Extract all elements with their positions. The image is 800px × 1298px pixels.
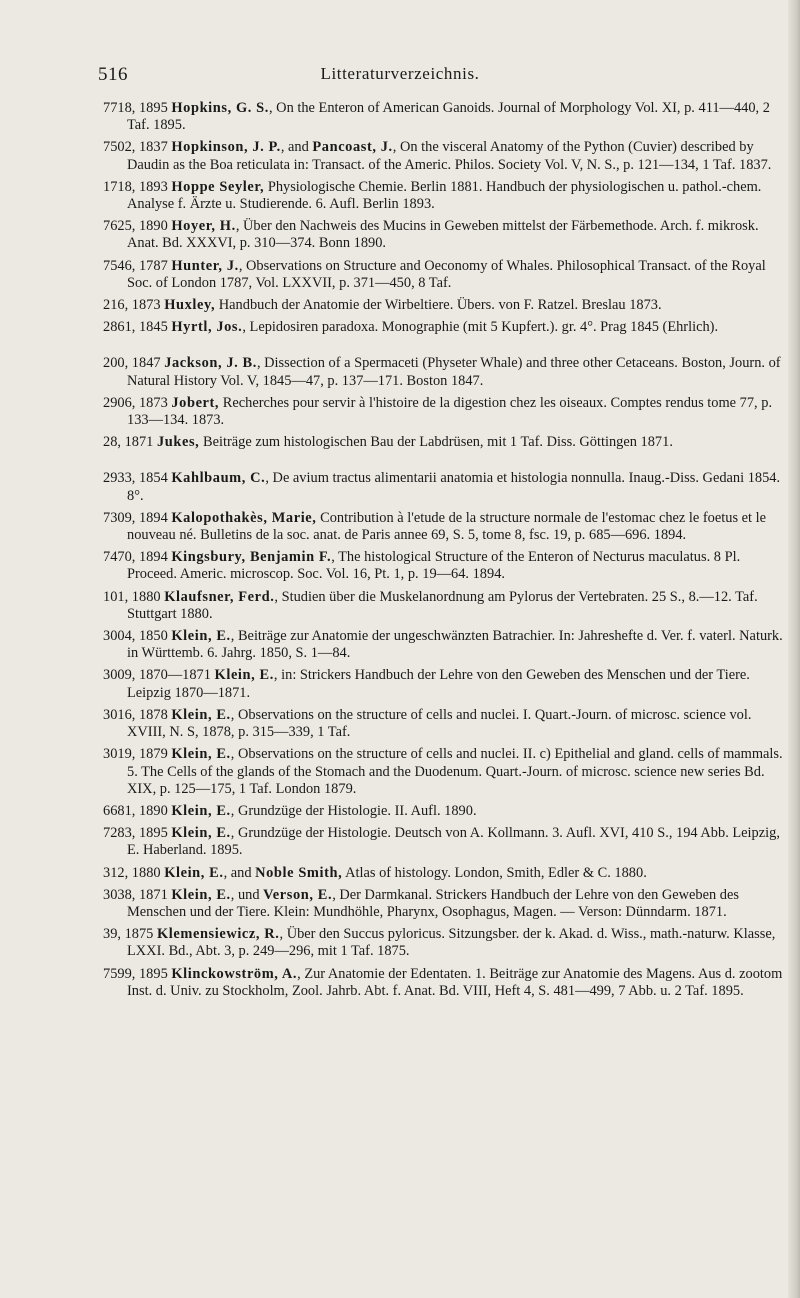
entry-text: Lepidosiren paradoxa. Monographie (mit 5 Kupfert.). gr. 4°. Prag 1845 (Ehrlich). <box>249 319 719 336</box>
bibliography-entry: 3019, 1879 Klein, E., Observations on the structure of cells and nuclei. II. c) Epithelial and gland. cells of mammals. 5. The Cells of the glands of the Stomach and the Duodenum. Quart.-Journ. of microsc. science new series Bd. XIX, p. 125—175, 1 Taf. London 1879. <box>103 746 783 797</box>
entry-author: Hunter, J. <box>171 257 239 274</box>
entry-id: 7309 <box>103 509 132 526</box>
entry-id: 2906 <box>103 394 132 411</box>
entry-text: Observations on the structure of cells and nuclei. I. Quart.-Journ. of microsc. science vol. XVIII, N. S, 1878, p. 315—339, 1 Taf. <box>127 706 752 741</box>
entry-year: 1871 <box>124 434 154 451</box>
bibliography-entry: 6681, 1890 Klein, E., Grundzüge der Histologie. II. Aufl. 1890. <box>103 802 477 819</box>
bibliography-entry: 28, 1871 Jukes, Beiträge zum histologischen Bau der Labdrüsen, mit 1 Taf. Diss. Göttingen 1871. <box>103 434 673 451</box>
page-number: 516 <box>98 64 128 85</box>
entry-text: Zur Anatomie der Edentaten. 1. Beiträge zur Anatomie des Magens. Aus d. zootom Inst. d. Univ. zu Stockholm, Zool. Jahrb. Abt. f. Anat. Bd. VIII, Heft 4, S. 481—499, 7 Abb. u. 2 Taf. 1895. <box>127 965 783 999</box>
bibliography-entry: 7625, 1890 Hoyer, H., Über den Nachweis des Mucins in Geweben mittelst der Färbemethode. Arch. f. mikrosk. Anat. Bd. XXXVI, p. 310—374. Bonn 1890. <box>103 218 759 252</box>
entry-id: 3009 <box>103 667 132 684</box>
entry-id: 216 <box>103 297 125 314</box>
bibliography-entry: 2861, 1845 Hyrtl, Jos., Lepidosiren paradoxa. Monographie (mit 5 Kupfert.). gr. 4°. Prag 1845 (Ehrlich). <box>103 319 719 336</box>
entry-id: 7283 <box>103 825 132 842</box>
entry-text: Beiträge zum histologischen Bau der Labdrüsen, mit 1 Taf. Diss. Göttingen 1871. <box>202 434 673 451</box>
bibliography-entry: 7502, 1837 Hopkinson, J. P., and Pancoast, J., On the visceral Anatomy of the Python (Cuvier) described by Daudin as the Boa reticulata in: Transact. of the Americ. Philos. Society Vol. V, N. S., p. 121—134, 1 Taf. 1837. <box>103 139 772 173</box>
bibliography-entry: 3016, 1878 Klein, E., Observations on the structure of cells and nuclei. I. Quart.-Journ. of microsc. science vol. XVIII, N. S, 1878, p. 315—339, 1 Taf. <box>103 706 752 741</box>
bibliography-entry: 7283, 1895 Klein, E., Grundzüge der Histologie. Deutsch von A. Kollmann. 3. Aufl. XVI, 410 S., 194 Abb. Leipzig, E. Haberland. 1895. <box>103 825 780 859</box>
entry-year: 1878 <box>138 706 168 723</box>
entry-year: 1879 <box>138 746 168 763</box>
entry-id: 28 <box>103 434 118 451</box>
bibliography-entry: 3009, 1870—1871 Klein, E., in: Strickers Handbuch der Lehre von den Geweben des Menschen und der Tiere. Leipzig 1870—1871. <box>103 667 750 701</box>
bibliography-entry: 101, 1880 Klaufsner, Ferd., Studien über die Muskelanordnung am Pylorus der Vertebraten. 25 S., 8.—12. Taf. Stuttgart 1880. <box>103 588 758 622</box>
entry-id: 2861 <box>103 319 132 336</box>
entry-coauthor: Verson, E. <box>263 886 333 903</box>
bibliography-entry: 216, 1873 Huxley, Handbuch der Anatomie der Wirbeltiere. Übers. von F. Ratzel. Breslau 1873. <box>103 297 662 314</box>
entry-author: Hoppe Seyler, <box>171 178 265 195</box>
entry-text: On the visceral Anatomy of the Python (Cuvier) described by Daudin as the Boa reticulata in: Transact. of the Americ. Philos. Society Vol. V, N. S., p. 121—134, 1 Taf. 1837. <box>127 139 772 173</box>
entry-text: On the Enteron of American Ganoids. Journal of Morphology Vol. XI, p. 411—440, 2 Taf. 1895. <box>127 100 770 134</box>
entry-text: Atlas of histology. London, Smith, Edler & C. 1880. <box>345 864 647 881</box>
entry-id: 6681 <box>103 802 132 819</box>
entry-author: Klein, E. <box>164 864 224 881</box>
entry-author: Klein, E. <box>214 667 274 684</box>
entry-author-joiner: , and <box>280 139 313 156</box>
entry-text: Physiologische Chemie. Berlin 1881. Handbuch der physiologischen u. pathol.-chem. Analyse f. Ärzte u. Studierende. 6. Aufl. Berlin 1893. <box>127 178 762 213</box>
entry-author: Klinckowström, A. <box>171 965 298 982</box>
entry-author-joiner: , und <box>230 886 264 903</box>
entry-text: Beiträge zur Anatomie der ungeschwänzten Batrachier. In: Jahreshefte d. Ver. f. vaterl. Naturk. in Württemb. 6. Jahrg. 1850, S. 1—84. <box>127 628 783 662</box>
entry-author: Jackson, J. B. <box>164 355 257 372</box>
entry-author: Jukes, <box>156 434 200 451</box>
entry-text: Observations on Structure and Oeconomy of Whales. Philosophical Transact. of the Royal Soc. of London 1787, Vol. LXXVII, p. 371—450, 8 Taf. <box>127 257 766 291</box>
entry-author: Kalopothakès, Marie, <box>171 509 317 526</box>
entry-text: Grundzüge der Histologie. Deutsch von A. Kollmann. 3. Aufl. XVI, 410 S., 194 Abb. Leipzig, E. Haberland. 1895. <box>127 825 780 859</box>
entry-author: Hopkins, G. S. <box>171 100 269 116</box>
entry-author: Klaufsner, Ferd. <box>164 588 275 605</box>
entry-coauthor: Pancoast, J. <box>312 139 393 156</box>
entry-id: 3019 <box>103 746 132 763</box>
entry-year: 1850 <box>138 628 168 645</box>
bibliography-entry: 1718, 1893 Hoppe Seyler, Physiologische Chemie. Berlin 1881. Handbuch der physiologischen u. pathol.-chem. Analyse f. Ärzte u. Studierende. 6. Aufl. Berlin 1893. <box>103 178 762 213</box>
bibliography-list <box>103 100 785 1005</box>
entry-year: 1845 <box>138 319 168 336</box>
entry-year: 1880 <box>131 864 161 881</box>
entry-author: Klein, E. <box>171 628 231 645</box>
entry-year: 1895 <box>138 100 168 116</box>
entry-year: 1880 <box>131 588 161 605</box>
entry-year: 1894 <box>138 549 168 566</box>
entry-year: 1837 <box>138 139 168 156</box>
bibliography-entry: 7718, 1895 Hopkins, G. S., On the Enteron of American Ganoids. Journal of Morphology Vol. XI, p. 411—440, 2 Taf. 1895. <box>103 100 770 134</box>
entry-text: Contribution à l'etude de la structure normale de l'estomac chez le foetus et le nouveau né. Bulletins de la soc. anat. de Paris annee 69, S. 5, tome 8, fsc. 19, p. 685—696. 1894. <box>127 509 767 544</box>
bibliography-entry: 3038, 1871 Klein, E., und Verson, E., Der Darmkanal. Strickers Handbuch der Lehre von den Geweben des Menschen und der Tiere. Klein: Mundhöhle, Pharynx, Osophagus, Magen. — Verson: Dünndarm. 1871. <box>103 886 739 920</box>
entry-author: Klemensiewicz, R. <box>156 926 280 943</box>
entry-id: 7470 <box>103 549 132 566</box>
entry-author: Huxley, <box>164 297 216 314</box>
entry-author: Kingsbury, Benjamin F. <box>171 549 332 566</box>
entry-text: Handbuch der Anatomie der Wirbeltiere. Übers. von F. Ratzel. Breslau 1873. <box>218 297 662 314</box>
entry-text: in: Strickers Handbuch der Lehre von den Geweben des Menschen und der Tiere. Leipzig 1870—1871. <box>127 667 750 701</box>
entry-author: Kahlbaum, C. <box>171 470 266 487</box>
entry-id: 7599 <box>103 965 132 982</box>
entry-text: Über den Succus pyloricus. Sitzungsber. der k. Akad. d. Wiss., math.-naturw. Klasse, LXXI. Bd., Abt. 3, p. 249—296, mit 1 Taf. 1875. <box>127 926 776 960</box>
bibliography-entry: 7599, 1895 Klinckowström, A., Zur Anatomie der Edentaten. 1. Beiträge zur Anatomie des Magens. Aus d. zootom Inst. d. Univ. zu Stockholm, Zool. Jahrb. Abt. f. Anat. Bd. VIII, Heft 4, S. 481—499, 7 Abb. u. 2 Taf. 1895. <box>103 965 783 999</box>
bibliography-entry: 3004, 1850 Klein, E., Beiträge zur Anatomie der ungeschwänzten Batrachier. In: Jahreshefte d. Ver. f. vaterl. Naturk. in Württemb. 6. Jahrg. 1850, S. 1—84. <box>103 628 783 662</box>
entry-id: 1718 <box>103 178 132 195</box>
entry-year: 1875 <box>124 926 154 943</box>
entry-id: 7546 <box>103 257 132 274</box>
entry-year: 1787 <box>138 257 168 274</box>
entry-author: Jobert, <box>171 394 220 411</box>
running-title: Litteraturverzeichnis. <box>320 64 480 83</box>
entry-text: Grundzüge der Histologie. II. Aufl. 1890. <box>237 802 477 819</box>
entry-id: 7625 <box>103 218 132 235</box>
entry-year: 1890 <box>138 802 168 819</box>
entry-id: 312 <box>103 864 125 881</box>
entry-text: Studien über die Muskelanordnung am Pylorus der Vertebraten. 25 S., 8.—12. Taf. Stuttgart 1880. <box>127 588 758 622</box>
entry-text: De avium tractus alimentarii anatomia et histologia nonnulla. Inaug.-Diss. Gedani 1854. 8°. <box>127 470 781 504</box>
entry-year: 1873 <box>138 394 168 411</box>
entry-author: Klein, E. <box>171 706 231 723</box>
entry-year: 1871 <box>138 886 168 903</box>
entry-year: 1873 <box>131 297 161 314</box>
entry-text: Der Darmkanal. Strickers Handbuch der Lehre von den Geweben des Menschen und der Tiere. Klein: Mundhöhle, Pharynx, Osophagus, Magen. — Verson: Dünndarm. 1871. <box>127 886 739 920</box>
entry-author-joiner: , and <box>223 864 256 881</box>
entry-text: Dissection of a Spermaceti (Physeter Whale) and three other Cetaceans. Boston, Journ. of Natural History Vol. V, 1845—47, p. 137—171. Boston 1847. <box>127 355 781 389</box>
bibliography-entry: 2933, 1854 Kahlbaum, C., De avium tractus alimentarii anatomia et histologia nonnulla. Inaug.-Diss. Gedani 1854. 8°. <box>103 470 781 504</box>
entry-author: Klein, E. <box>171 825 231 842</box>
entry-year: 1870—1871 <box>138 667 211 684</box>
entry-author: Hoyer, H. <box>171 218 236 235</box>
bibliography-entry: 312, 1880 Klein, E., and Noble Smith, Atlas of histology. London, Smith, Edler & C. 1880. <box>103 864 647 881</box>
entry-text: Über den Nachweis des Mucins in Geweben mittelst der Färbemethode. Arch. f. mikrosk. Anat. Bd. XXXVI, p. 310—374. Bonn 1890. <box>127 218 759 252</box>
bibliography-entry: 7470, 1894 Kingsbury, Benjamin F., The histological Structure of the Enteron of Necturus maculatus. 8 Pl. Proceed. Americ. microscop. Soc. Vol. 16, Pt. 1, p. 19—64. 1894. <box>103 549 741 583</box>
entry-author: Klein, E. <box>171 746 231 763</box>
entry-author: Hyrtl, Jos. <box>171 319 243 336</box>
entry-year: 1847 <box>131 355 161 372</box>
entry-id: 3016 <box>103 706 132 723</box>
entry-coauthor: Noble Smith, <box>255 864 343 881</box>
bibliography-entry: 39, 1875 Klemensiewicz, R., Über den Succus pyloricus. Sitzungsber. der k. Akad. d. Wiss., math.-naturw. Klasse, LXXI. Bd., Abt. 3, p. 249—296, mit 1 Taf. 1875. <box>103 926 776 960</box>
entry-year: 1895 <box>138 965 168 982</box>
bibliography-entry: 7309, 1894 Kalopothakès, Marie, Contribution à l'etude de la structure normale de l'estomac chez le foetus et le nouveau né. Bulletins de la soc. anat. de Paris annee 69, S. 5, tome 8, fsc. 19, p. 685—696. 1894. <box>103 509 767 544</box>
bibliography-entry: 200, 1847 Jackson, J. B., Dissection of a Spermaceti (Physeter Whale) and three other Cetaceans. Boston, Journ. of Natural History Vol. V, 1845—47, p. 137—171. Boston 1847. <box>103 355 781 389</box>
entry-id: 7502 <box>103 139 132 156</box>
entry-text: Observations on the structure of cells and nuclei. II. c) Epithelial and gland. cells of mammals. 5. The Cells of the glands of the Stomach and the Duodenum. Quart.-Journ. of microsc. science new series Bd. XIX, p. 125—175, 1 Taf. London 1879. <box>127 746 783 797</box>
entry-text: Recherches pour servir à l'histoire de la digestion chez les oiseaux. Comptes rendus tome 77, p. 133—134. 1873. <box>127 394 773 429</box>
entry-year: 1895 <box>138 825 168 842</box>
entry-id: 39 <box>103 926 118 943</box>
bibliography-entry: 2906, 1873 Jobert, Recherches pour servir à l'histoire de la digestion chez les oiseaux. Comptes rendus tome 77, p. 133—134. 1873. <box>103 394 773 429</box>
entry-id: 7718 <box>103 100 132 116</box>
entry-id: 200 <box>103 355 125 372</box>
entry-author: Klein, E. <box>171 886 231 903</box>
entry-id: 3038 <box>103 886 132 903</box>
page-edge <box>788 0 800 1298</box>
entry-text: The histological Structure of the Enteron of Necturus maculatus. 8 Pl. Proceed. Americ. microscop. Soc. Vol. 16, Pt. 1, p. 19—64. 1894. <box>127 549 741 583</box>
entry-year: 1894 <box>138 509 168 526</box>
entry-id: 101 <box>103 588 125 605</box>
entry-year: 1893 <box>138 178 168 195</box>
bibliography-entry: 7546, 1787 Hunter, J., Observations on Structure and Oeconomy of Whales. Philosophical Transact. of the Royal Soc. of London 1787, Vol. LXXVII, p. 371—450, 8 Taf. <box>103 257 766 291</box>
entry-year: 1854 <box>138 470 168 487</box>
entry-year: 1890 <box>138 218 168 235</box>
entry-id: 3004 <box>103 628 132 645</box>
page-header <box>0 64 800 90</box>
entry-author: Klein, E. <box>171 802 231 819</box>
entry-author: Hopkinson, J. P. <box>171 139 281 156</box>
entry-id: 2933 <box>103 470 132 487</box>
